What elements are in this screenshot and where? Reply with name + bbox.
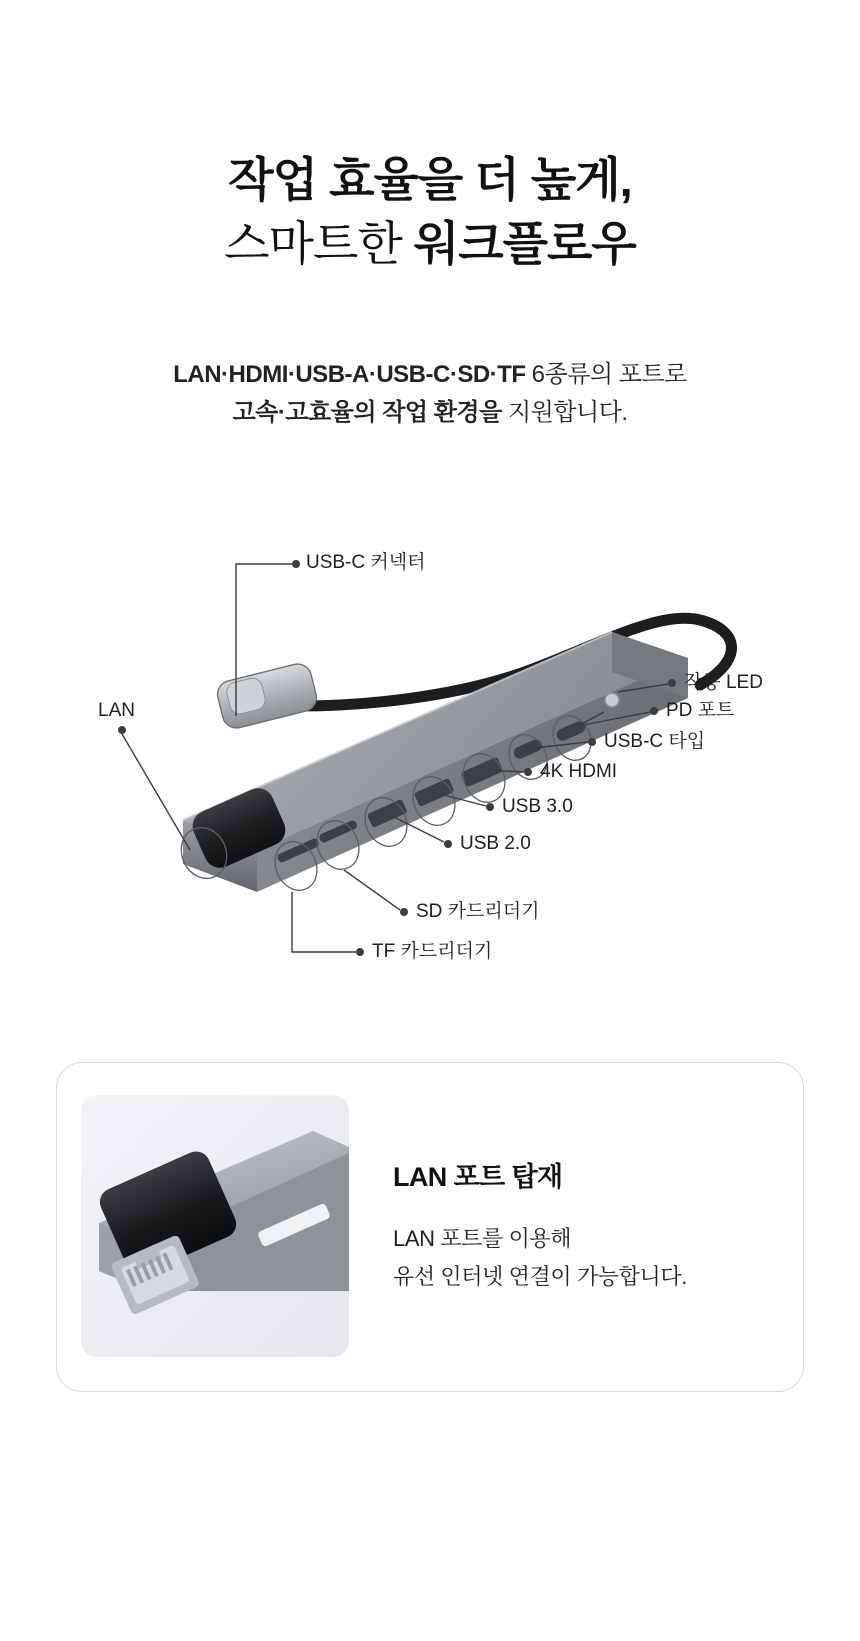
headline-line-2-light: 스마트한 <box>224 217 414 270</box>
callout-label-tf: TF 카드리더기 <box>372 941 493 962</box>
subhead-line-1-strong: LAN·HDMI·USB-A·USB-C·SD·TF <box>173 361 532 388</box>
callout-label-sd: SD 카드리더기 <box>416 901 540 922</box>
callout-label-usb30: USB 3.0 <box>502 796 573 817</box>
subhead-line-2-strong: 고속·고효율의 작업 환경을 <box>232 399 508 426</box>
lan-feature-desc-line-1: LAN 포트를 이용해 <box>393 1226 572 1251</box>
product-diagram-svg <box>0 520 860 1000</box>
headline-line-2-bold: 워크플로우 <box>413 217 636 270</box>
callout-label-lan: LAN <box>98 700 135 721</box>
lan-feature-title: LAN 포트 탑재 <box>393 1162 563 1192</box>
callout-label-hdmi: 4K HDMI <box>540 761 618 782</box>
lan-feature-desc-line-2: 유선 인터넷 연결이 가능합니다. <box>393 1264 687 1289</box>
led-indicator <box>605 693 619 707</box>
headline-line-1 <box>0 148 860 212</box>
lan-feature-text <box>393 1155 783 1296</box>
headline-line-2 <box>0 212 860 276</box>
product-diagram <box>0 520 860 1000</box>
subhead-line-2-rest: 지원합니다. <box>507 399 628 426</box>
headline-block <box>0 148 860 276</box>
lan-feature-photo <box>81 1095 349 1357</box>
callout-label-usb-c-type: USB-C 타입 <box>604 731 706 752</box>
subhead-line-2 <box>0 394 860 432</box>
usb-c-plug <box>215 661 320 731</box>
subhead-line-1 <box>0 356 860 394</box>
headline-line-1-part-b: 더 높게, <box>474 153 632 206</box>
callout-label-usb-c-connector: USB-C 커넥터 <box>306 552 426 573</box>
callout-label-led: 작동 LED <box>684 672 763 693</box>
subhead-line-1-rest: 6종류의 포트로 <box>531 361 687 388</box>
lan-feature-card <box>56 1062 804 1392</box>
lan-closeup-illustration <box>81 1095 349 1357</box>
subhead-block <box>0 356 860 432</box>
callout-label-usb20: USB 2.0 <box>460 833 531 854</box>
headline-line-1-part-a: 작업 효율을 <box>228 153 475 206</box>
callout-label-pd-port: PD 포트 <box>666 700 735 721</box>
